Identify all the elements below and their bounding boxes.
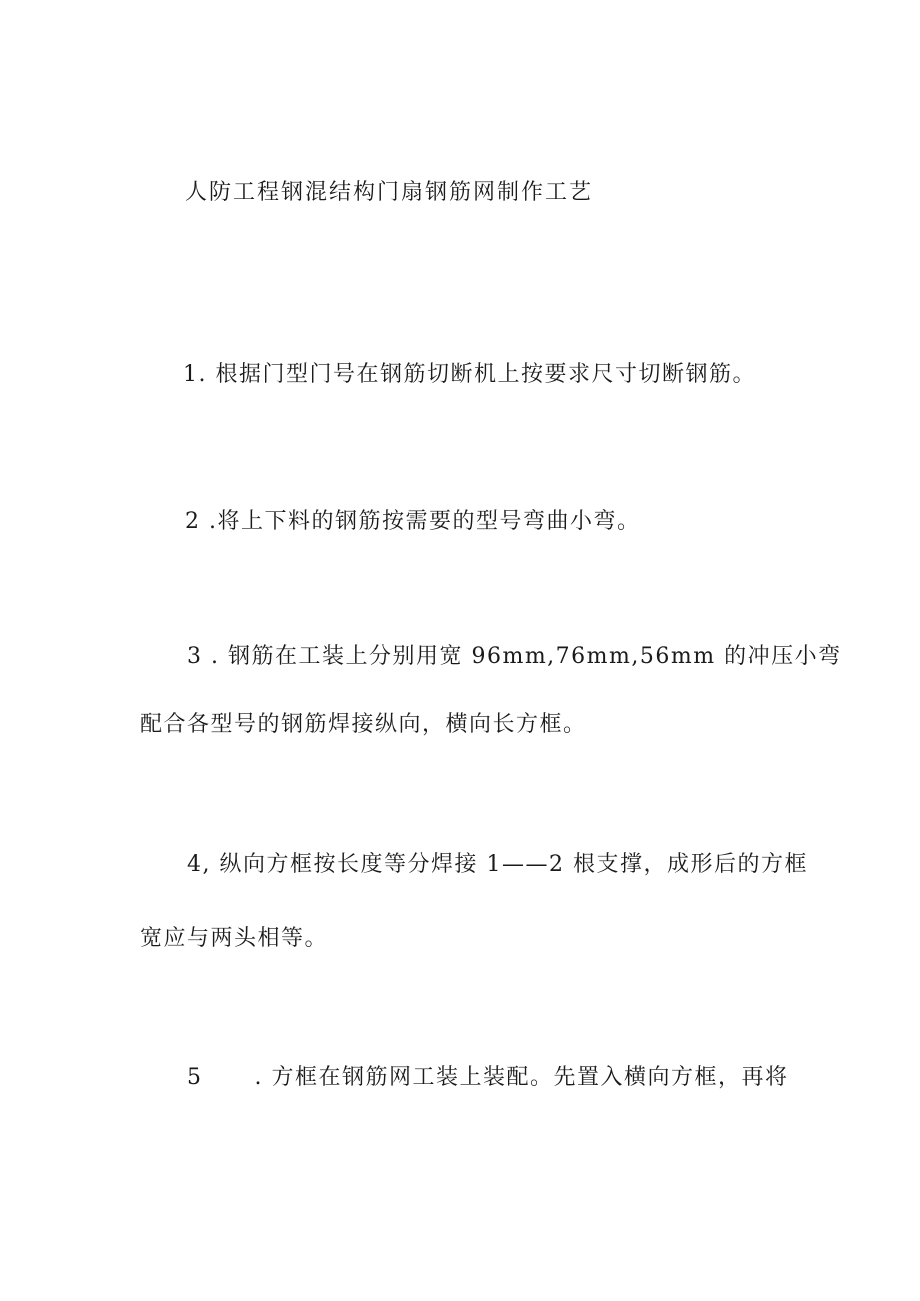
paragraph-3-line-2: 配合各型号的钢筋焊接纵向，横向长方框。 (140, 712, 587, 737)
paragraph-5-text: . 方框在钢筋网工装上装配。先置入横向方框，再将 (254, 1065, 789, 1090)
paragraph-5-line-1 (187, 1063, 789, 1093)
paragraph-4-line-1: 4, 纵向方框按长度等分焊接 1——2 根支撑，成形后的方框 (187, 852, 808, 877)
document-title: 人防工程钢混结构门扇钢筋网制作工艺 (185, 180, 594, 205)
paragraph-3-line-1: 3 . 钢筋在工装上分别用宽 96mm,76mm,56mm 的冲压小弯 (187, 644, 842, 669)
paragraph-1-line-1: 1. 根据门型门号在钢筋切断机上按要求尺寸切断钢筋。 (183, 362, 756, 387)
paragraph-2-line-1: 2 .将上下料的钢筋按需要的型号弯曲小弯。 (185, 509, 641, 534)
paragraph-4-line-2: 宽应与两头相等。 (140, 926, 329, 951)
paragraph-5-number: 5 (187, 1065, 203, 1090)
